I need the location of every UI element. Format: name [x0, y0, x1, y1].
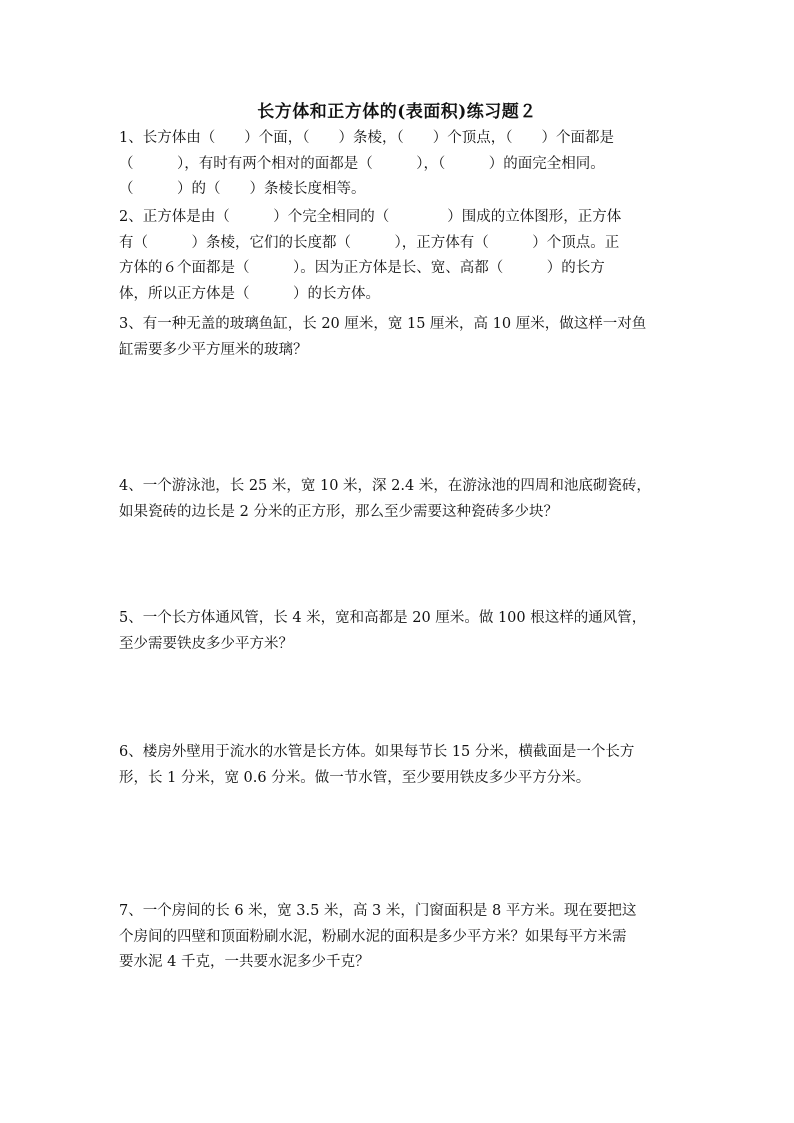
- question-line: 4、一个游泳池，长 25 米，宽 10 米，深 2.4 米，在游泳池的四周和池底砌瓷砖，: [119, 478, 651, 494]
- question-line: 形，长 1 分米，宽 0.6 分米。做一节水管，至少要用铁皮多少平方分米。: [119, 769, 591, 786]
- question-line: 7、一个房间的长 6 米，宽 3.5 米，高 3 米，门窗面积是 8 平方米。现在要把这: [119, 903, 637, 919]
- question-1: [119, 126, 679, 203]
- question-line: 缸需要多少平方厘米的玻璃？: [119, 341, 308, 358]
- question-line: 个房间的四壁和顶面粉刷水泥，粉刷水泥的面积是多少平方米？如果每平方米需: [119, 928, 627, 945]
- question-line: 2、正方体是由（ ）个完全相同的（ ）围成的立体图形，正方体: [119, 209, 622, 225]
- question-line: 体，所以正方体是（ ）的长方体。: [119, 285, 380, 302]
- question-2: [119, 205, 679, 307]
- question-6: [119, 740, 679, 791]
- question-7: [119, 899, 679, 976]
- question-line: 1、长方体由（ ）个面，（ ）条棱，（ ）个顶点，（ ）个面都是: [119, 130, 614, 146]
- question-line: 要水泥 4 千克，一共要水泥多少千克？: [119, 954, 370, 970]
- question-5: [119, 606, 679, 657]
- question-4: [119, 474, 679, 525]
- page-title: 长方体和正方体的(表面积)练习题２: [257, 102, 537, 122]
- question-line: （ ）的（ ）条棱长度相等。: [119, 181, 366, 197]
- question-line: 方体的６个面都是（ ）。因为正方体是长、宽、高都（ ）的长方: [119, 260, 605, 276]
- question-line: 至少需要铁皮多少平方米？: [119, 635, 293, 652]
- question-line: （ ），有时有两个相对的面都是（ ），（ ）的面完全相同。: [119, 155, 605, 172]
- question-line: 5、一个长方体通风管，长 4 米，宽和高都是 20 厘米。做 100 根这样的通风管，: [119, 610, 647, 626]
- question-line: 有（ ）条棱，它们的长度都（ ），正方体有（ ）个顶点。正: [119, 234, 620, 251]
- question-line: 6、楼房外壁用于流水的水管是长方体。如果每节长 15 分米，横截面是一个长方: [119, 744, 635, 760]
- question-line: 3、有一种无盖的玻璃鱼缸，长 20 厘米，宽 15 厘米，高 10 厘米，做这样一对鱼: [119, 316, 647, 332]
- question-line: 如果瓷砖的边长是 2 分米的正方形，那么至少需要这种瓷砖多少块？: [119, 503, 558, 520]
- question-3: [119, 312, 679, 363]
